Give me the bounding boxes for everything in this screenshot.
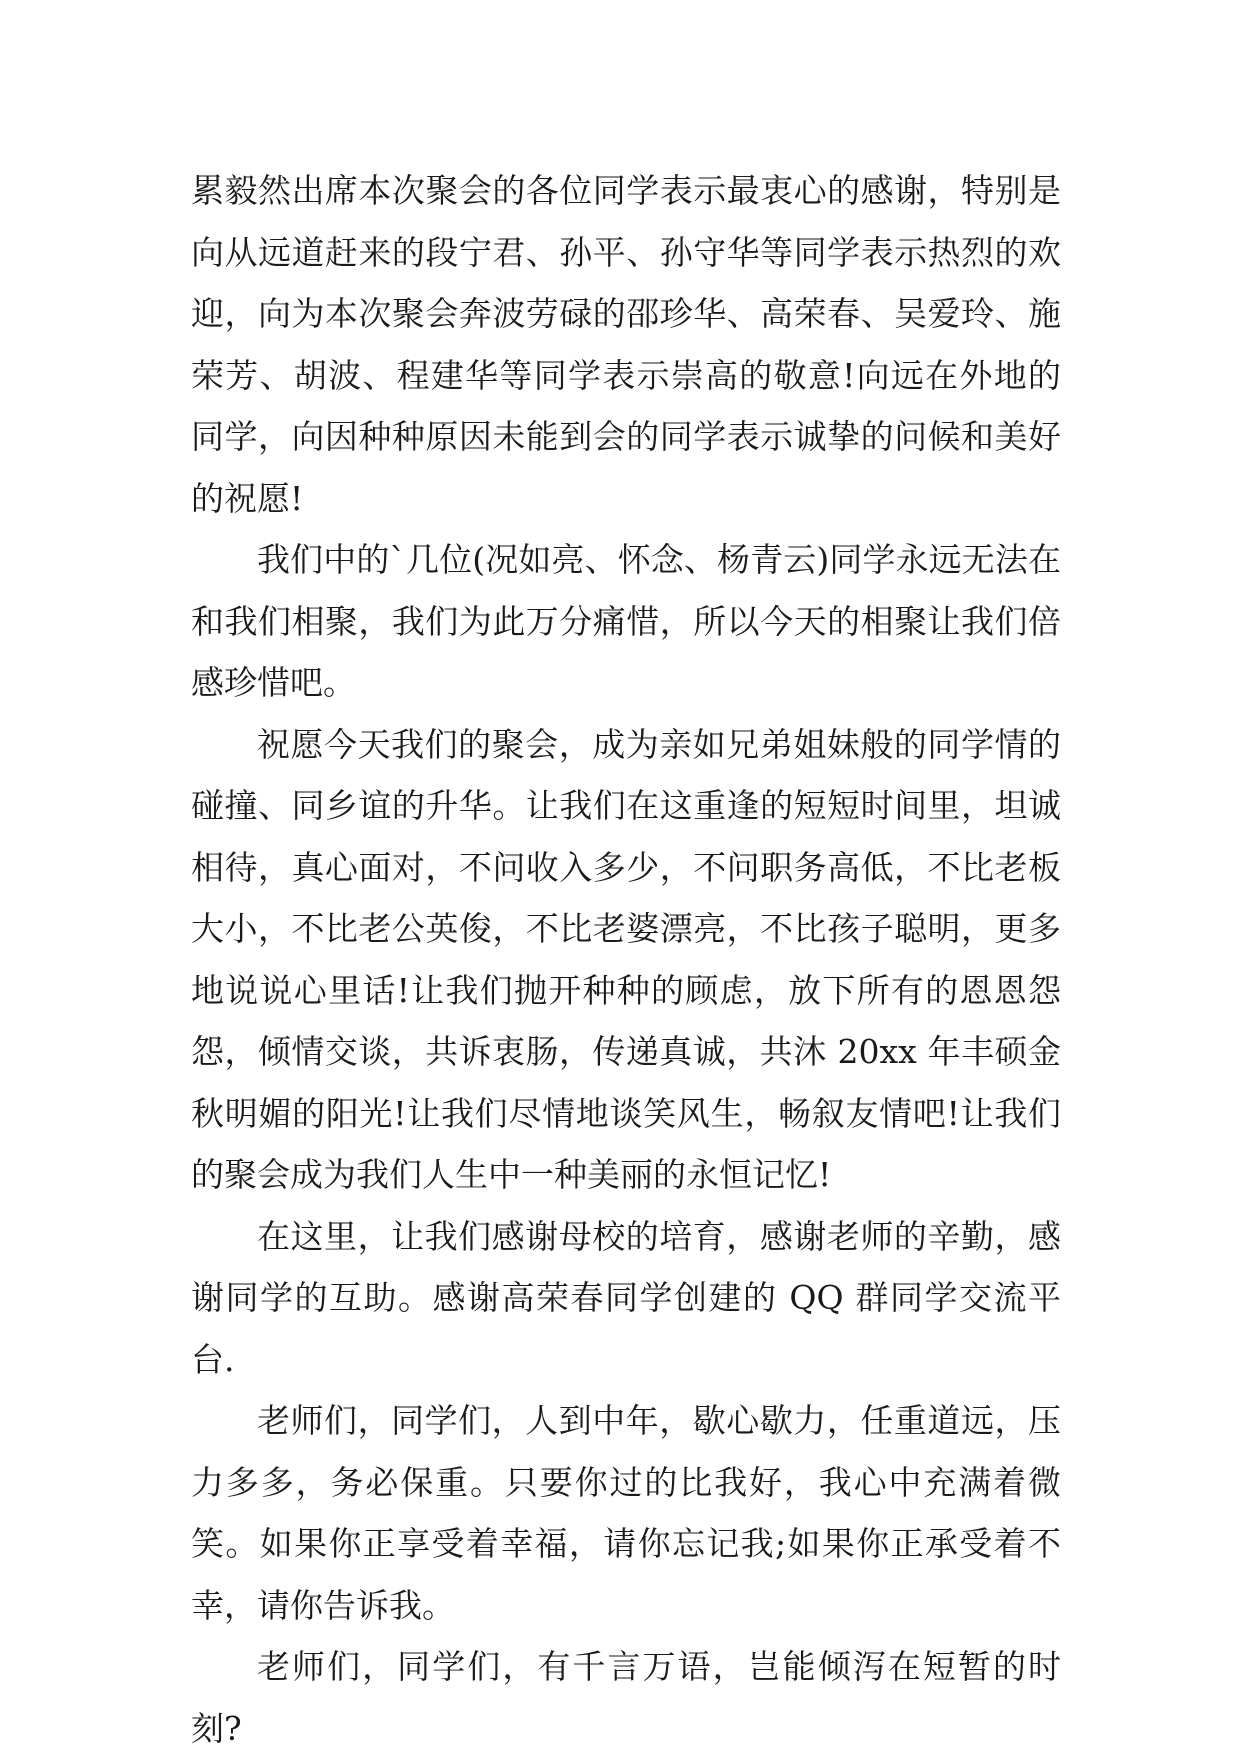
paragraph-6: 老师们，同学们，有千言万语，岂能倾泻在短暂的时刻? — [191, 1647, 1061, 1748]
paragraph-2: 我们中的`几位(况如亮、怀念、杨青云)同学永远无法在和我们相聚，我们为此万分痛惜，所以今天的相聚让我们倍感珍惜吧。 — [191, 540, 1061, 702]
paragraph-1: 累毅然出席本次聚会的各位同学表示最衷心的感谢，特别是向从远道赶来的段宁君、孙平、孙守华等同学表示热烈的欢迎，向为本次聚会奔波劳碌的邵珍华、高荣春、吴爱玲、施荣芳、胡波、程建华等同学表示崇高的敬意!向远在外地的同学，向因种种原因未能到会的同学表示诚挚的问候和美好的祝愿! — [191, 171, 1061, 518]
paragraph-3: 祝愿今天我们的聚会，成为亲如兄弟姐妹般的同学情的碰撞、同乡谊的升华。让我们在这重逢的短短时间里，坦诚相待，真心面对，不问收入多少，不问职务高低，不比老板大小，不比老公英俊，不比老婆漂亮，不比孩子聪明，更多地说说心里话!让我们抛开种种的顾虑，放下所有的恩恩怨怨，倾情交谈，共诉衷肠，传递真诚，共沐 20xx 年丰硕金秋明媚的阳光!让我们尽情地谈笑风生，畅叙友情吧!让我们的聚会成为我们人生中一种美丽的永恒记忆! — [191, 724, 1061, 1194]
paragraph-4: 在这里，让我们感谢母校的培育，感谢老师的辛勤，感谢同学的互助。感谢高荣春同学创建的 QQ 群同学交流平台. — [191, 1216, 1061, 1379]
paragraph-5: 老师们，同学们，人到中年，歇心歇力，任重道远，压力多多，务必保重。只要你过的比我好，我心中充满着微笑。如果你正享受着幸福，请你忘记我;如果你正承受着不幸，请你告诉我。 — [191, 1401, 1061, 1625]
document-body — [191, 160, 1061, 1759]
